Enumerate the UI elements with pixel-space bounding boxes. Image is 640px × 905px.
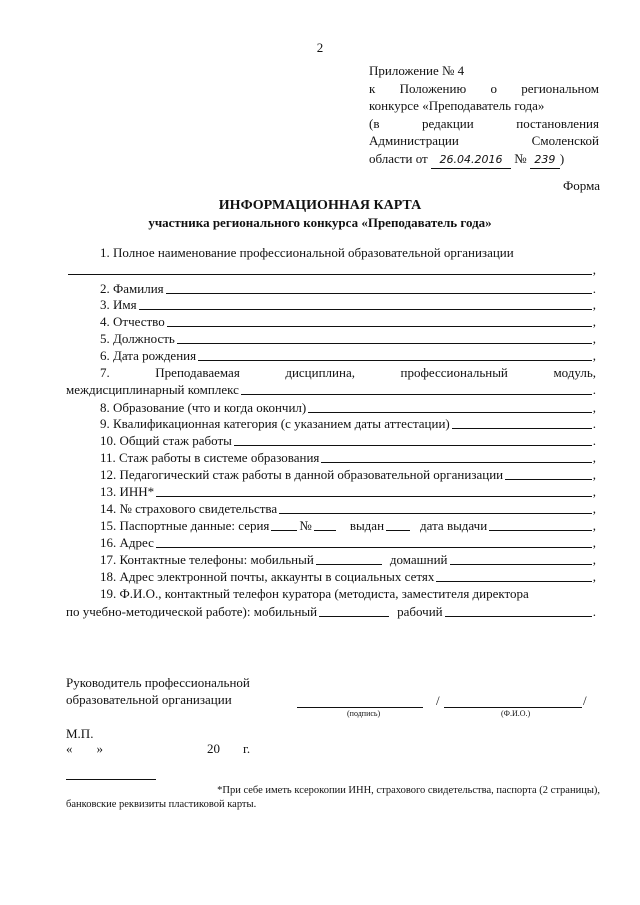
item-10-row: 10. Общий стаж работы . xyxy=(100,433,596,448)
patronymic-field[interactable] xyxy=(167,325,592,327)
insurance-field[interactable] xyxy=(279,512,592,514)
form-label: Форма xyxy=(563,178,600,193)
appendix-block xyxy=(369,62,599,169)
item-17-row: 17. Контактные телефоны: мобильный домашний , xyxy=(100,552,596,567)
item-11-row: 11. Стаж работы в системе образования , xyxy=(100,450,596,465)
item-16-row: 16. Адрес , xyxy=(100,535,596,550)
director-label-1: Руководитель профессиональной xyxy=(66,675,250,690)
total-experience-field[interactable] xyxy=(234,444,592,446)
item-1-field-row: , xyxy=(66,261,596,278)
date-line: « » 20 г. xyxy=(66,741,251,756)
footnote-separator xyxy=(66,778,156,780)
director-label-2: образовательной организации xyxy=(66,692,232,707)
mobile-phone-field[interactable] xyxy=(316,563,382,565)
item-5-row: 5. Должность , xyxy=(100,331,596,346)
page-number: 2 xyxy=(316,40,324,55)
birthdate-field[interactable] xyxy=(198,359,592,361)
item-7-label-row: 7. Преподаваемая дисциплина, профессиональный модуль, xyxy=(100,365,596,380)
appendix-line-1: Приложение № 4 xyxy=(369,63,465,78)
passport-date-field[interactable] xyxy=(489,529,592,531)
appendix-line-6: области от 26.04.2016 № 239 ) xyxy=(369,150,599,170)
item-12-row: 12. Педагогический стаж работы в данной образовательной организации , xyxy=(100,467,596,482)
item-18-row: 18. Адрес электронной почты, аккаунты в социальных сетях , xyxy=(100,569,596,584)
item-8-row: 8. Образование (что и когда окончил) , xyxy=(100,400,596,415)
item-2-row: 2. Фамилия . xyxy=(100,281,596,296)
fio-caption: (Ф.И.О.) xyxy=(501,709,531,718)
item-7-field-row: междисциплинарный комплекс . xyxy=(66,382,596,397)
document-subtitle: участника регионального конкурса «Преподаватель года» xyxy=(148,215,492,230)
item-1-label-row xyxy=(100,244,596,261)
document-title: ИНФОРМАЦИОННАЯ КАРТА xyxy=(218,198,422,213)
item-9-row: 9. Квалификационная категория (с указанием даты аттестации) . xyxy=(100,416,596,431)
item-1-field[interactable] xyxy=(68,273,592,275)
item-19-field-row: по учебно-методической работе): мобильный рабочий . xyxy=(66,604,596,619)
item-3-row: 3. Имя , xyxy=(100,297,596,312)
appendix-line-4: (в редакции постановления xyxy=(369,115,599,131)
email-field[interactable] xyxy=(436,580,591,582)
curator-work-field[interactable] xyxy=(445,615,592,617)
discipline-field[interactable] xyxy=(241,393,592,395)
item-13-row: 13. ИНН* , xyxy=(100,484,596,499)
handwritten-number: 239 xyxy=(530,151,560,170)
footnote-line-1: *При себе иметь ксерокопии ИНН, страхового свидетельства, паспорта (2 страницы), xyxy=(217,785,600,796)
passport-number-field[interactable] xyxy=(314,529,336,531)
item-14-row: 14. № страхового свидетельства , xyxy=(100,501,596,516)
appendix-line-5: Администрации Смоленской xyxy=(369,133,599,148)
name-field[interactable] xyxy=(139,308,592,310)
inn-field[interactable] xyxy=(156,495,592,497)
handwritten-date: 26.04.2016 xyxy=(431,151,511,170)
fio-line[interactable] xyxy=(444,706,582,708)
category-field[interactable] xyxy=(452,427,592,429)
curator-mobile-field[interactable] xyxy=(319,615,389,617)
appendix-line-3: конкурсе «Преподаватель года» xyxy=(369,98,545,113)
stamp-place-label: М.П. xyxy=(66,726,94,741)
item-1-label: 1. Полное наименование профессиональной образовательной организации xyxy=(100,245,514,260)
ped-experience-field[interactable] xyxy=(505,478,592,480)
appendix-line-2: к Положению о региональном xyxy=(369,80,599,96)
item-15-row: 15. Паспортные данные: серия № выдан дата выдачи , xyxy=(100,518,596,533)
slash-1: / xyxy=(436,693,440,708)
signature-line[interactable] xyxy=(297,706,423,708)
passport-issued-field[interactable] xyxy=(386,529,410,531)
surname-field[interactable] xyxy=(166,292,592,294)
item-6-row: 6. Дата рождения , xyxy=(100,348,596,363)
address-field[interactable] xyxy=(156,546,592,548)
passport-series-field[interactable] xyxy=(271,529,297,531)
edu-experience-field[interactable] xyxy=(321,461,591,463)
slash-2: / xyxy=(583,693,587,708)
position-field[interactable] xyxy=(177,342,592,344)
footnote-line-2: банковские реквизиты пластиковой карты. xyxy=(66,799,257,810)
item-19-label-row: 19. Ф.И.О., контактный телефон куратора (методиста, заместителя директора xyxy=(100,586,529,601)
signature-caption: (подпись) xyxy=(347,709,381,718)
home-phone-field[interactable] xyxy=(450,563,592,565)
education-field[interactable] xyxy=(308,411,592,413)
item-4-row: 4. Отчество , xyxy=(100,314,596,329)
